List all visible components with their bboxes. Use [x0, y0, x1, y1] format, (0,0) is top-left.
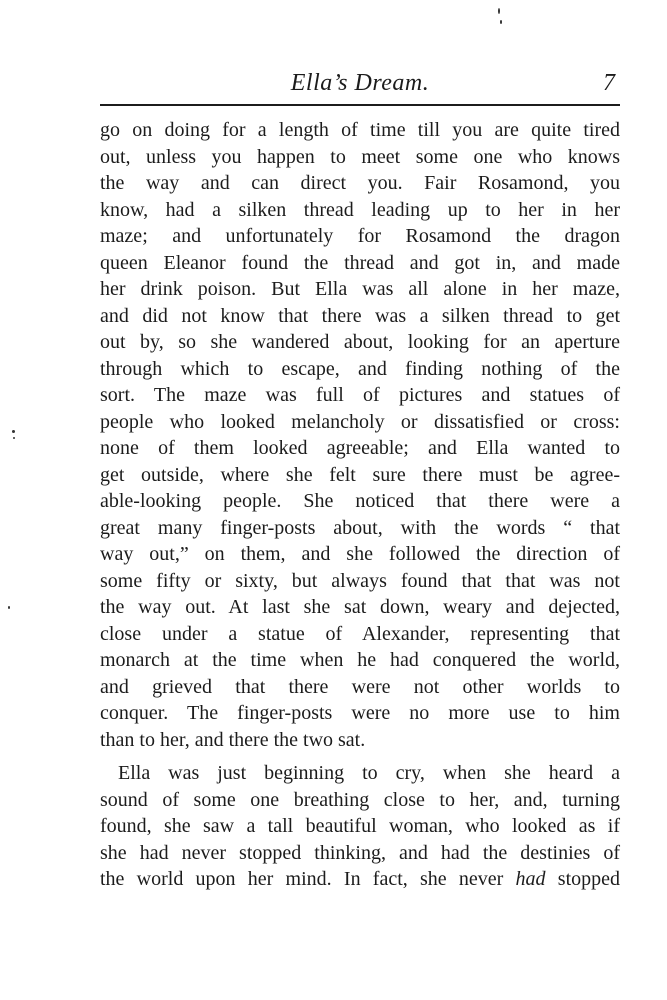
text-line: the way and can direct you. Fair Rosamond, you — [100, 172, 620, 194]
text-line: none of them looked agreeable; and Ella wanted to — [100, 437, 620, 459]
text-line: her drink poison. But Ella was all alone in her maze, — [100, 278, 620, 300]
ink-speck — [500, 20, 502, 24]
ink-speck — [12, 430, 15, 433]
text-line: she had never stopped thinking, and had the destinies of — [100, 841, 620, 864]
running-head — [100, 70, 620, 104]
text-line: through which to escape, and finding nothing of the — [100, 357, 620, 380]
ink-speck — [8, 606, 10, 609]
emphasized-word: had — [515, 868, 546, 890]
text-line: way out,” on them, and she followed the direction of — [100, 543, 620, 565]
text-line: go on doing for a length of time till you are quite tired — [100, 119, 620, 141]
text-segment: the world upon her mind. In fact, she never — [100, 868, 516, 890]
text-line: people who looked melancholy or dissatisfied or cross: — [100, 410, 620, 433]
header-rule — [100, 104, 620, 106]
text-line: able-looking people. She noticed that there were a — [100, 490, 620, 512]
text-line: out by, so she wandered about, looking for an aperture — [100, 331, 620, 353]
ink-speck — [498, 8, 500, 14]
text-line: found, she saw a tall beautiful woman, who looked as if — [100, 815, 620, 837]
text-line: than to her, and there the two sat. — [100, 728, 366, 751]
running-title: Ella’s Dream. — [290, 70, 430, 96]
text-line: get outside, where she felt sure there must be agree- — [100, 463, 620, 486]
text-segment: stopped — [545, 868, 620, 890]
text-line: queen Eleanor found the thread and got in, and made — [100, 251, 620, 274]
ink-speck — [13, 437, 15, 439]
text-line: and grieved that there were not other worlds to — [100, 675, 620, 698]
paragraph-1 — [100, 117, 620, 753]
text-line: the way out. At last she sat down, weary and dejected, — [100, 596, 620, 618]
text-line: close under a statue of Alexander, representing that — [100, 622, 620, 645]
text-line: great many finger-posts about, with the words “ that — [100, 516, 620, 539]
body-text — [100, 117, 620, 893]
text-line: monarch at the time when he had conquered the world, — [100, 649, 620, 671]
text-line: out, unless you happen to meet some one who knows — [100, 145, 620, 168]
text-line: and did not know that there was a silken thread to get — [100, 304, 620, 327]
page-number: 7 — [603, 70, 615, 96]
text-line: Ella was just beginning to cry, when she heard a — [118, 762, 620, 784]
text-line: maze; and unfortunately for Rosamond the dragon — [100, 225, 620, 247]
text-line: sound of some one breathing close to her, and, turning — [100, 788, 620, 811]
text-line: sort. The maze was full of pictures and statues of — [100, 384, 620, 406]
text-line: know, had a silken thread leading up to her in her — [100, 198, 620, 221]
text-line: some fifty or sixty, but always found that that was not — [100, 569, 620, 592]
paragraph-gap — [100, 753, 620, 760]
text-line: conquer. The finger-posts were no more use to him — [100, 702, 620, 724]
paragraph-2 — [100, 760, 620, 893]
text-line-with-emphasis — [100, 866, 620, 893]
